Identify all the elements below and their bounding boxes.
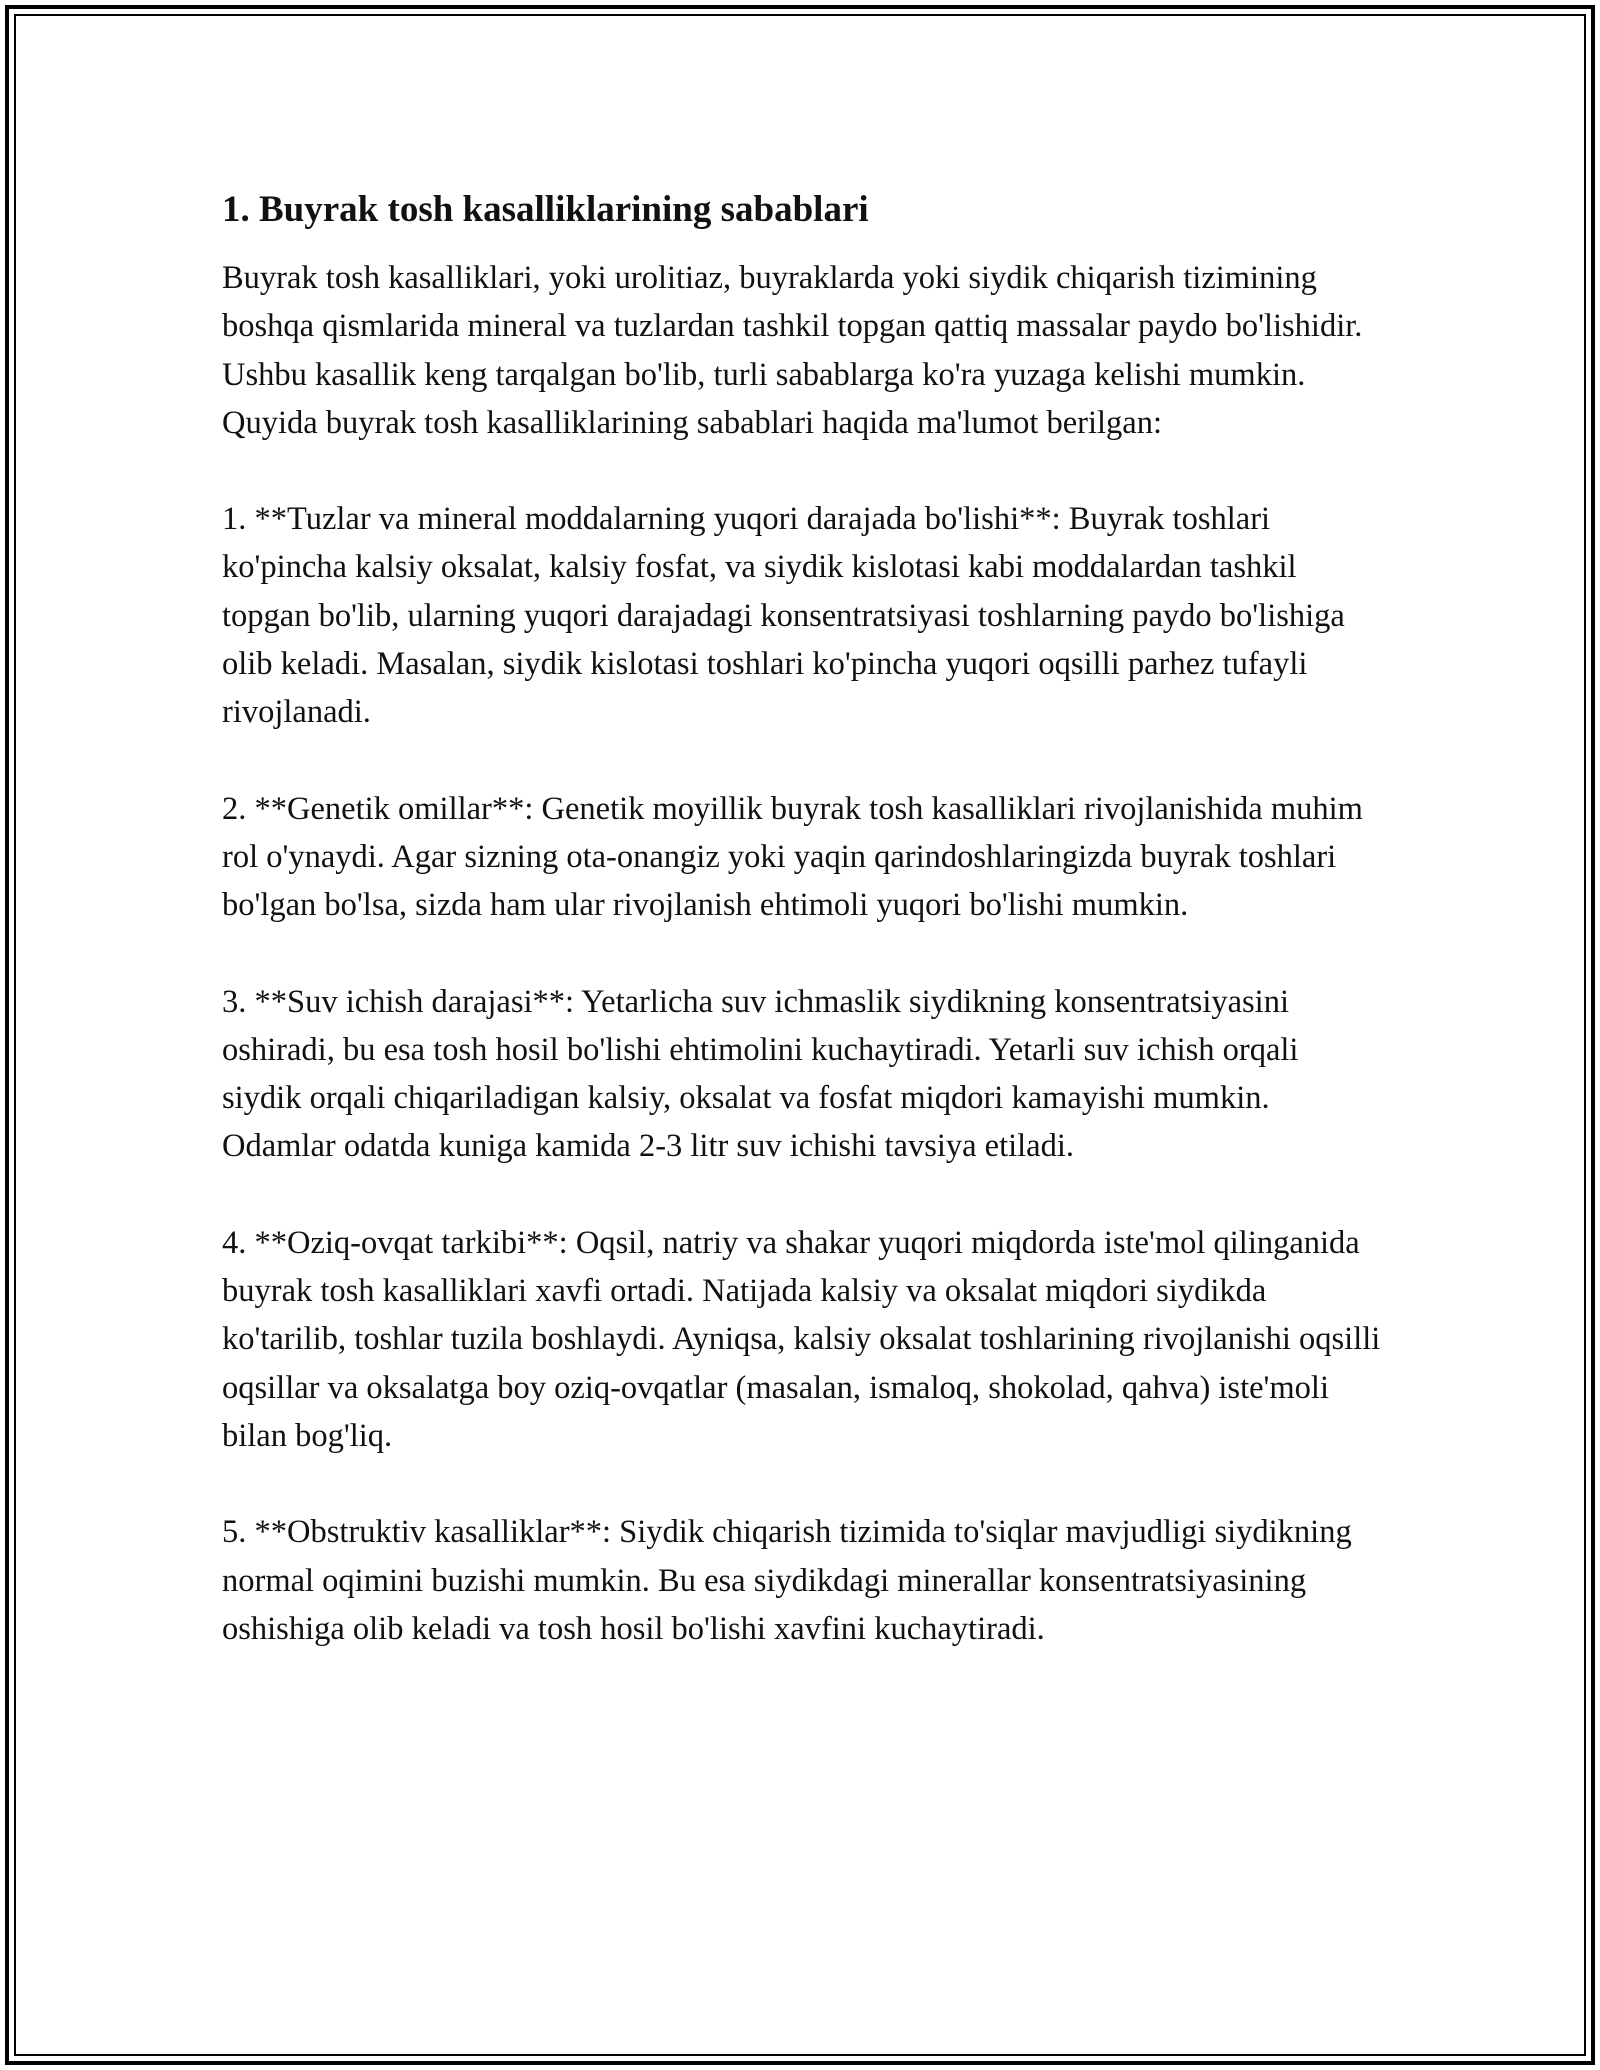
cause-2-paragraph: 2. **Genetik omillar**: Genetik moyillik buyrak tosh kasalliklari rivojlanishida muhim rol o'ynaydi. Agar sizning ota-onangiz yoki yaqin qarindoshlaringizda buyrak toshlari bo'lgan bo'lsa, sizda ham ular rivojlanish ehtimoli yuqori bo'lishi mumkin. — [222, 790, 1363, 924]
intro-paragraph: Buyrak tosh kasalliklari, yoki urolitiaz, buyraklarda yoki siydik chiqarish tizimining boshqa qismlarida mineral va tuzlardan tashkil topgan qattiq massalar paydo bo'lishidir. Ushbu kasallik keng tarqalgan bo'lib, turli sabablarga ko'ra yuzaga kelishi mumkin. Quyida buyrak tosh kasalliklarining sabablari haqida ma'lumot berilgan: — [222, 260, 1363, 441]
cause-3-paragraph: 3. **Suv ichish darajasi**: Yetarlicha suv ichmaslik siydikning konsentratsiyasini oshiradi, bu esa tosh hosil bo'lishi ehtimolini kuchaytiradi. Yetarli suv ichish orqali siydik orqali chiqariladigan kalsiy, oksalat va fosfat miqdori kamayishi mumkin. Odamlar odatda kuniga kamida 2-3 litr suv ichishi tavsiya etiladi. — [222, 983, 1299, 1165]
document-title: 1. Buyrak tosh kasalliklarining sabablari — [222, 189, 869, 230]
cause-1-paragraph: 1. **Tuzlar va mineral moddalarning yuqori darajada bo'lishi**: Buyrak toshlari ko'pincha kalsiy oksalat, kalsiy fosfat, va siydik kislotasi kabi moddalardan tashkil topgan bo'lib, ularning yuqori darajadagi konsentratsiyasi toshlarning paydo bo'lishiga olib keladi. Masalan, siydik kislotasi toshlari ko'pincha yuqori oqsilli parhez tufayli rivojlanadi. — [222, 501, 1345, 731]
cause-4-paragraph: 4. **Oziq-ovqat tarkibi**: Oqsil, natriy va shakar yuqori miqdorda iste'mol qilinganida buyrak tosh kasalliklari xavfi ortadi. Natijada kalsiy va oksalat miqdori siydikda ko'tarilib, toshlar tuzila boshlaydi. Ayniqsa, kalsiy oksalat toshlarining rivojlanishi oqsilli oqsillar va oksalatga boy oziq-ovqatlar (masalan, ismaloq, shokolad, qahva) iste'moli bilan bog'liq. — [222, 1224, 1381, 1454]
document-body — [222, 186, 1382, 1701]
cause-5-paragraph: 5. **Obstruktiv kasalliklar**: Siydik chiqarish tizimida to'siqlar mavjudligi siydikning normal oqimini buzishi mumkin. Bu esa siydikdagi minerallar konsentratsiyasining oshishiga olib keladi va tosh hosil bo'lishi xavfini kuchaytiradi. — [222, 1514, 1352, 1647]
